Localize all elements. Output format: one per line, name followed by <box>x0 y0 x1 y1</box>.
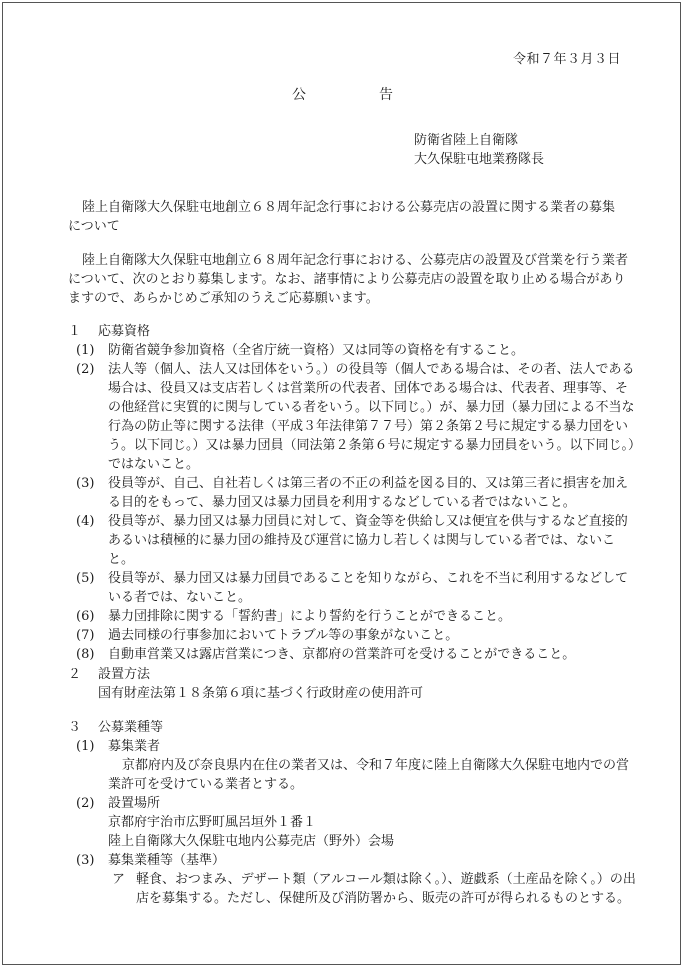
issuer-position: 大久保駐屯地業務隊長 <box>414 152 545 167</box>
item-marker: (6) <box>76 609 95 624</box>
section-number: ３ <box>68 720 82 735</box>
section-heading <box>68 322 638 341</box>
section-body: 国有財産法第１８条第６項に基づく行政財産の使用許可 <box>98 686 424 701</box>
document-date: 令和７年３月３日 <box>512 52 621 67</box>
list-item <box>68 626 638 645</box>
list-item <box>68 360 638 474</box>
list-item <box>68 645 638 664</box>
item-text: 法人等（個人、法人又は団体をいう。）の役員等（個人である場合は、その者、法人である場合は、役員又は支店若しくは営業所の代表者、団体である場合は、代表者、理事等、その他経営に実質的に関与している者をいう。以下同じ。）が、暴力団（暴力団による不当な行為の防止等に関する法律（平成３年法律第７７号）第２条第２号に規定する暴力団をいう。以下同じ。）又は暴力団員（同法第２条第６号に規定する暴力団員をいう。以下同じ。）ではないこと。 <box>108 362 635 472</box>
subsection-body: 京都府内及び奈良県内在住の業者又は、令和７年度に陸上自衛隊大久保駐屯地内での営業許可を受けている業者とする。 <box>108 758 630 792</box>
issuer-organization: 防衛省陸上自衛隊 <box>414 133 519 148</box>
item-text: 役員等が、自己、自社若しくは第三者の不正の利益を図る目的、又は第三者に損害を加える目的をもって、暴力団又は暴力団員を利用するなどしている者ではないこと。 <box>108 476 629 510</box>
title-char: 公 <box>292 87 307 103</box>
item-marker: (5) <box>76 571 95 586</box>
section-title: 公募業種等 <box>98 720 164 735</box>
item-marker: (3) <box>76 476 95 491</box>
subsection-title: 募集業者 <box>108 739 161 754</box>
item-marker: (1) <box>76 739 95 754</box>
location-address: 京都府宇治市広野町風呂垣外１番１ <box>108 815 317 830</box>
section-number: １ <box>68 324 82 339</box>
section-title: 設置方法 <box>98 667 151 682</box>
list-item <box>68 341 638 360</box>
item-text: 防衛省競争参加資格（全省庁統一資格）又は同等の資格を有すること。 <box>108 343 525 358</box>
list-item <box>68 607 638 626</box>
item-text: 過去同様の行事参加においてトラブル等の事象がないこと。 <box>108 628 459 643</box>
item-marker: (8) <box>76 647 95 662</box>
list-item <box>68 569 638 607</box>
section-eligibility <box>68 322 638 664</box>
section-title: 応募資格 <box>98 324 151 339</box>
item-marker: (4) <box>76 514 95 529</box>
item-marker: (7) <box>76 628 95 643</box>
section-method <box>68 665 638 703</box>
item-marker: (2) <box>76 796 95 811</box>
subsection-label <box>68 851 638 870</box>
document-title <box>0 84 685 104</box>
item-text: 軽食、おつまみ、デザート類（アルコール類は除く。）、遊戯系（土産品を除く。）の出店を募集する。ただし、保健所及び消防署から、販売の許可が得られるものとする。 <box>136 872 636 906</box>
item-marker: (1) <box>76 343 95 358</box>
item-text: 役員等が、暴力団又は暴力団員であることを知りながら、これを不当に利用するなどしている者では、ないこと。 <box>108 571 629 605</box>
section-heading <box>68 718 638 737</box>
item-marker: (2) <box>76 362 95 377</box>
section-business-types <box>68 718 638 908</box>
location-venue: 陸上自衛隊大久保駐屯地内公募売店（野外）会場 <box>108 834 395 849</box>
subsection-label <box>68 794 638 813</box>
item-text: 役員等が、暴力団又は暴力団員に対して、資金等を供給し又は便宜を供与するなど直接的あるいは積極的に暴力団の維持及び運営に協力し若しくは関与している者では、ないこと。 <box>108 514 628 567</box>
item-text: 暴力団排除に関する「誓約書」により誓約を行うことができること。 <box>108 609 512 624</box>
item-text: 自動車営業又は露店営業につき、京都府の営業許可を受けることができること。 <box>108 647 576 662</box>
subject-line: 陸上自衛隊大久保駐屯地創立６８周年記念行事における公募売店の設置に関する業者の募集について <box>68 200 616 234</box>
item-marker: (3) <box>76 853 95 868</box>
list-item <box>68 474 638 512</box>
intro-paragraph: 陸上自衛隊大久保駐屯地創立６８周年記念行事における、公募売店の設置及び営業を行う業者について、次のとおり募集します。なお、諸事情により公募売店の設置を取り止める場合がありますので、あらかじめご承知のうえご応募願います。 <box>68 253 629 306</box>
title-char: 告 <box>378 87 393 103</box>
section-number: ２ <box>68 667 82 682</box>
list-item <box>68 870 638 908</box>
issuer-block <box>414 131 544 169</box>
section-heading <box>68 665 638 684</box>
item-marker: ア <box>112 872 126 887</box>
list-item <box>68 512 638 569</box>
subsection-title: 設置場所 <box>108 796 161 811</box>
subsection-title: 募集業種等（基準） <box>108 853 226 868</box>
subsection-label <box>68 737 638 756</box>
